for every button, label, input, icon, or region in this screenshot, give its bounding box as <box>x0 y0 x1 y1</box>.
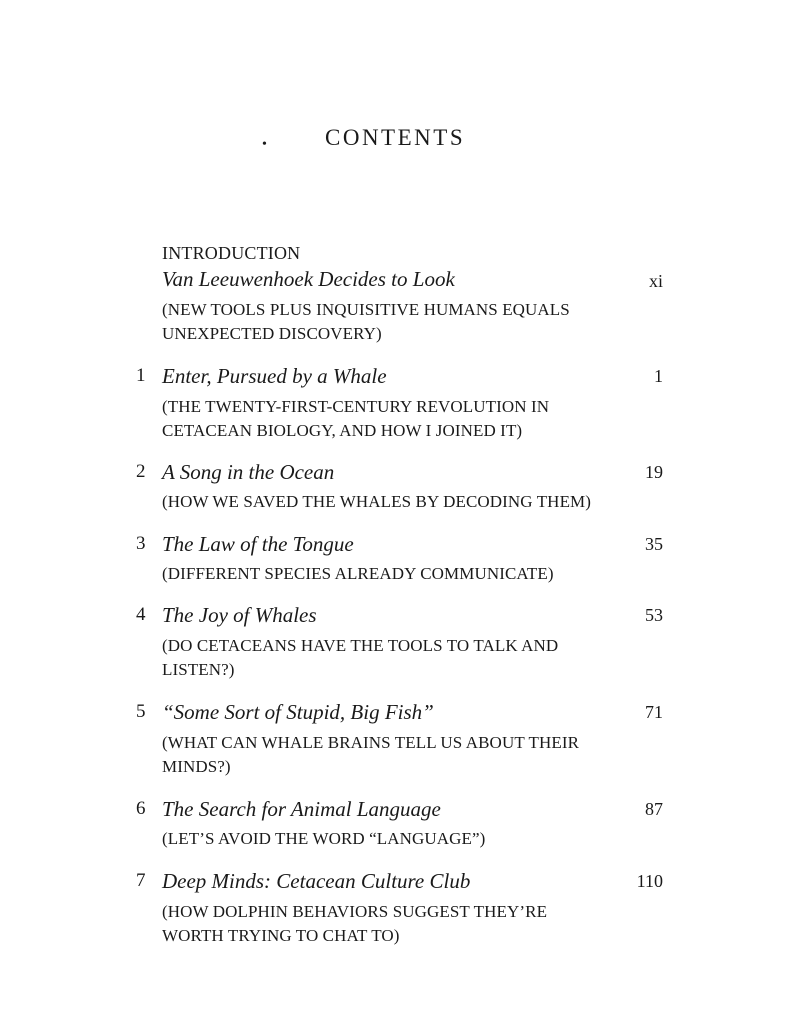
entry-subtitle-line: (HOW WE SAVED THE WHALES BY DECODING THEM) <box>162 492 592 511</box>
entry-page-number[interactable]: 71 <box>645 702 663 722</box>
entry-subtitle-line: LISTEN?) <box>162 660 235 679</box>
ornament-dot: • <box>262 137 267 152</box>
entry-title[interactable]: The Joy of Whales <box>162 603 317 627</box>
entry-page-number[interactable]: 53 <box>645 605 663 625</box>
page-title: CONTENTS <box>325 125 466 150</box>
entry-subtitle-line: (DIFFERENT SPECIES ALREADY COMMUNICATE) <box>162 564 554 583</box>
entry-subtitle-line: (DO CETACEANS HAVE THE TOOLS TO TALK AND <box>162 636 559 655</box>
introduction-label: INTRODUCTION <box>162 243 301 263</box>
entry-subtitle-line: MINDS?) <box>162 757 231 776</box>
chapter-number: 4 <box>136 604 146 625</box>
entry-title[interactable]: Enter, Pursued by a Whale <box>162 364 387 388</box>
entry-subtitle-line: (NEW TOOLS PLUS INQUISITIVE HUMANS EQUALS <box>162 300 570 319</box>
entry-subtitle-line: CETACEAN BIOLOGY, AND HOW I JOINED IT) <box>162 421 523 440</box>
entry-page-number[interactable]: 1 <box>654 366 663 386</box>
entry-page-number[interactable]: xi <box>648 271 663 291</box>
entry-title[interactable]: The Search for Animal Language <box>162 797 441 821</box>
chapter-number: 5 <box>136 701 146 722</box>
entry-title[interactable]: “Some Sort of Stupid, Big Fish” <box>162 700 434 724</box>
chapter-number: 7 <box>136 870 146 891</box>
chapter-number: 6 <box>136 798 146 819</box>
entry-page-number[interactable]: 35 <box>645 534 663 554</box>
entry-page-number[interactable]: 110 <box>636 871 663 891</box>
entry-title[interactable]: Deep Minds: Cetacean Culture Club <box>162 869 471 893</box>
chapter-number: 3 <box>136 533 146 554</box>
entry-subtitle-line: (LET’S AVOID THE WORD “LANGUAGE”) <box>162 829 486 848</box>
entry-subtitle-line: (THE TWENTY-FIRST-CENTURY REVOLUTION IN <box>162 397 550 416</box>
chapter-number: 1 <box>136 365 146 386</box>
entry-title[interactable]: A Song in the Ocean <box>162 460 335 484</box>
entry-title[interactable]: Van Leeuwenhoek Decides to Look <box>162 267 455 291</box>
entry-subtitle-line: UNEXPECTED DISCOVERY) <box>162 324 382 343</box>
entry-subtitle-line: WORTH TRYING TO CHAT TO) <box>162 926 400 945</box>
entry-page-number[interactable]: 19 <box>645 462 663 482</box>
chapter-number: 2 <box>136 461 146 482</box>
entry-subtitle-line: (HOW DOLPHIN BEHAVIORS SUGGEST THEY’RE <box>162 902 548 921</box>
entry-title[interactable]: The Law of the Tongue <box>162 532 354 556</box>
entry-subtitle-line: (WHAT CAN WHALE BRAINS TELL US ABOUT THEIR <box>162 733 580 752</box>
entry-page-number[interactable]: 87 <box>645 799 663 819</box>
